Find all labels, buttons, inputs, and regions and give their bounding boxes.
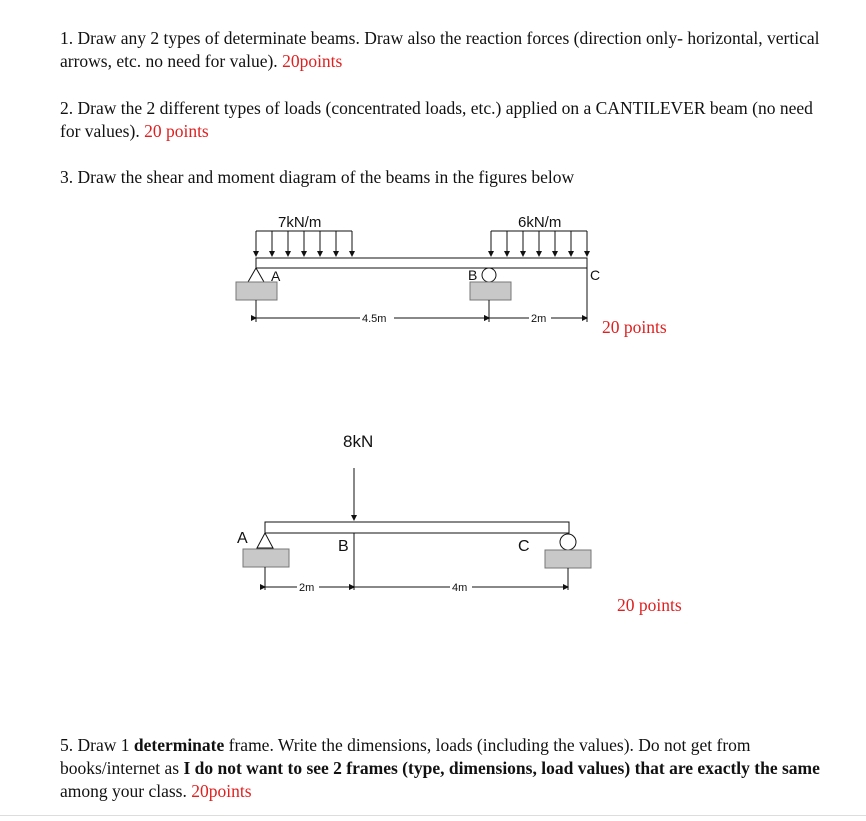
fig2-point-load-label: 8kN <box>343 432 374 451</box>
question-1-text: 1. Draw any 2 types of determinate beams. Draw also the reaction forces (direction only- horizontal, vertical arrows, etc. no need for value). <box>60 28 820 71</box>
fig1-label-a: A <box>271 268 281 284</box>
question-1-points: 20points <box>282 51 343 71</box>
fig1-label-b: B <box>468 267 478 283</box>
fig1-dim-ab: 4.5m <box>362 313 387 325</box>
figure-2-points: 20 points <box>617 595 682 615</box>
page-bottom-divider <box>0 815 866 816</box>
fig2-beam <box>265 522 569 533</box>
question-5-bold-1: determinate <box>133 735 225 755</box>
question-5-text-1: 5. Draw 1 <box>60 735 134 755</box>
figure-1 <box>236 214 600 325</box>
fig1-load-right-label: 6kN/m <box>518 214 562 231</box>
fig1-label-c: C <box>590 267 601 283</box>
question-5-bold-2: I do not want to see 2 frames (type, dimensions, load values) that are exactly the same <box>183 758 820 778</box>
question-3-text: 3. Draw the shear and moment diagram of the beams in the figures below <box>60 167 575 187</box>
fig2-label-c: C <box>518 538 530 555</box>
fig2-label-a: A <box>237 530 248 547</box>
fig1-beam <box>256 258 587 268</box>
fig2-dim-bc: 4m <box>452 582 468 594</box>
fig2-dim-ab: 2m <box>299 582 315 594</box>
question-5-points: 20points <box>191 781 252 801</box>
fig2-label-b: B <box>338 538 349 555</box>
fig1-dim-bc: 2m <box>531 313 547 325</box>
fig2-pin-support-a <box>243 533 289 590</box>
question-5-text-2: frame. Write the dimensions, loads (including the values). Do not get from books/internet as <box>60 735 751 778</box>
figure-1-points: 20 points <box>602 317 667 337</box>
figure-2 <box>237 432 591 594</box>
question-2-points: 20 points <box>144 121 209 141</box>
fig2-roller-support-c <box>545 534 591 590</box>
fig1-distributed-load-right <box>491 231 587 256</box>
question-5-text-3: among your class. <box>60 781 192 801</box>
fig1-distributed-load-left <box>256 231 352 256</box>
fig1-load-left-label: 7kN/m <box>278 214 322 231</box>
question-5 <box>60 734 840 803</box>
question-2-text: 2. Draw the 2 different types of loads (concentrated loads, etc.) applied on a CANTILEVER beam (no need for values). <box>60 98 813 141</box>
